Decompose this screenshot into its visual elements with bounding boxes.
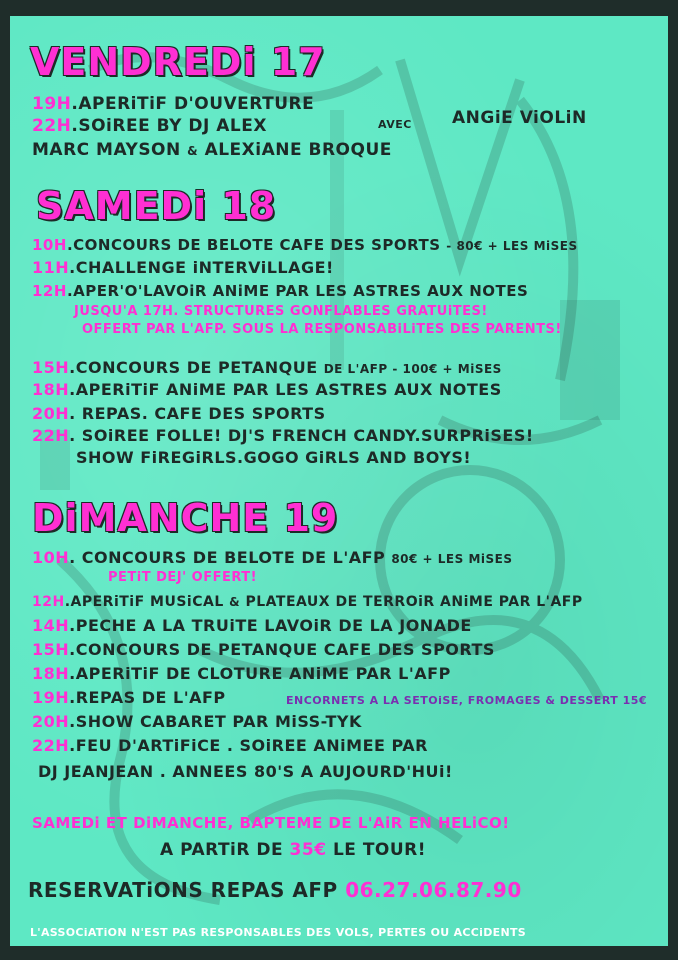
day-title-vendredi: VENDREDi 17 <box>30 40 326 84</box>
program-line-dimanche-22h <box>32 736 428 755</box>
price-prefix: A PARTiR DE <box>160 840 284 860</box>
event-text: .FEU D'ARTiFiCE . SOiREE ANiMEE PAR <box>69 736 428 755</box>
event-text: .PECHE A LA TRUiTE LAVOiR DE LA JONADE <box>69 616 472 635</box>
program-line-dimanche-19h <box>32 688 226 707</box>
hour-label: 12H <box>32 282 67 300</box>
program-line-vendredi-artists <box>32 140 392 160</box>
ampersand: & <box>229 595 241 609</box>
program-line-samedi-show: SHOW FiREGiRLS.GOGO GiRLS AND BOYS! <box>76 448 472 467</box>
hour-label: 10H <box>32 236 67 254</box>
artist-name: ALEXiANE BROQUE <box>204 140 392 160</box>
hour-label: 14H <box>32 616 70 635</box>
hour-label: 18H <box>32 380 70 399</box>
price-note: DE L'AFP - 100€ + MiSES <box>323 362 502 376</box>
price-suffix: LE TOUR! <box>332 840 427 860</box>
ampersand: & <box>187 144 199 158</box>
hour-label: 22H <box>32 736 70 755</box>
hour-label: 10H <box>32 548 70 567</box>
program-line-samedi-10h <box>32 236 578 254</box>
program-line-vendredi-19h <box>32 94 314 114</box>
event-text: .CHALLENGE iNTERViLLAGE! <box>69 258 334 277</box>
event-text: . SOiREE FOLLE! DJ'S FRENCH CANDY.SURPRiSES! <box>69 426 534 445</box>
reservations-phone: 06.27.06.87.90 <box>345 878 522 902</box>
hour-label: 22H <box>32 116 72 136</box>
event-text: .SHOW CABARET PAR MiSS-TYK <box>69 712 362 731</box>
program-line-dimanche-12h <box>32 594 583 610</box>
event-text: PLATEAUX DE TERROiR ANiME PAR L'AFP <box>245 594 583 610</box>
disclaimer: L'ASSOCiATiON N'EST PAS RESPONSABLES DES VOLS, PERTES OU ACCiDENTS <box>30 926 526 939</box>
hour-label: 18H <box>32 664 70 683</box>
program-line-dimanche-dj: DJ JEANJEAN . ANNEES 80'S A AUJOURD'HUi! <box>38 762 453 781</box>
hour-label: 20H <box>32 712 70 731</box>
program-line-samedi-20h <box>32 404 326 423</box>
event-text: . REPAS. CAFE DES SPORTS <box>69 404 326 423</box>
event-text: .CONCOURS DE PETANQUE <box>69 358 318 377</box>
price-note: - 80€ + LES MiSES <box>446 239 578 253</box>
program-line-dimanche-14h <box>32 616 472 635</box>
program-subline-petit-dej: PETiT DEJ' OFFERT! <box>108 570 258 585</box>
program-line-dimanche-18h <box>32 664 451 683</box>
event-text: .CONCOURS DE BELOTE CAFE DES SPORTS <box>66 236 441 254</box>
program-line-samedi-15h <box>32 358 502 377</box>
artist-name: MARC MAYSON <box>32 140 181 160</box>
frame-top <box>0 0 678 16</box>
hour-label: 15H <box>32 358 70 377</box>
program-line-samedi-11h <box>32 258 334 277</box>
guest-name: ANGiE ViOLiN <box>452 108 587 128</box>
day-title-samedi: SAMEDi 18 <box>36 184 277 228</box>
program-subline-structures: JUSQU'A 17H. STRUCTURES GONFLABLES GRATUiTES! <box>74 304 488 319</box>
hour-label: 22H <box>32 426 70 445</box>
event-text: .CONCOURS DE PETANQUE CAFE DES SPORTS <box>69 640 495 659</box>
program-line-dimanche-10h <box>32 548 513 567</box>
hour-label: 12H <box>32 594 65 610</box>
event-text: .APERiTiF D'OUVERTURE <box>71 94 315 114</box>
program-line-vendredi-22h <box>32 116 267 136</box>
frame-bottom <box>0 946 678 960</box>
helico-announcement: SAMEDi ET DiMANCHE, BAPTEME DE L'AiR EN HELiCO! <box>32 814 510 832</box>
event-text: .APERiTiF ANiME PAR LES ASTRES AUX NOTES <box>69 380 502 399</box>
hour-label: 20H <box>32 404 70 423</box>
price-note: 80€ + LES MiSES <box>391 552 513 566</box>
event-text: .APER'O'LAVOiR ANiME PAR LES ASTRES AUX NOTES <box>66 282 529 300</box>
hour-label: 15H <box>32 640 70 659</box>
hour-label: 19H <box>32 688 70 707</box>
event-text: .SOiREE BY DJ ALEX <box>71 116 267 136</box>
helico-price-line <box>160 840 426 860</box>
event-text: .APERiTiF DE CLOTURE ANiME PAR L'AFP <box>69 664 451 683</box>
price-value: 35€ <box>289 840 327 860</box>
program-line-samedi-18h <box>32 380 502 399</box>
program-line-dimanche-20h <box>32 712 362 731</box>
frame-right <box>668 0 678 960</box>
program-line-samedi-22h <box>32 426 534 445</box>
reservations-line <box>28 878 522 902</box>
frame-left <box>0 0 10 960</box>
avec-label: AVEC <box>378 118 412 131</box>
reservations-label: RESERVATiONS REPAS AFP <box>28 878 338 902</box>
program-line-samedi-12h <box>32 282 528 300</box>
event-text: .REPAS DE L'AFP <box>69 688 226 707</box>
event-text: .APERiTiF MUSiCAL <box>64 594 224 610</box>
menu-details: ENCORNETS A LA SETOiSE, FROMAGES & DESSERT 15€ <box>286 694 648 707</box>
program-subline-parents: OFFERT PAR L'AFP. SOUS LA RESPONSABiLiTES DES PARENTS! <box>82 322 562 337</box>
program-line-dimanche-15h <box>32 640 495 659</box>
hour-label: 19H <box>32 94 72 114</box>
hour-label: 11H <box>32 258 70 277</box>
day-title-dimanche: DiMANCHE 19 <box>32 496 339 540</box>
event-text: . CONCOURS DE BELOTE DE L'AFP <box>69 548 386 567</box>
